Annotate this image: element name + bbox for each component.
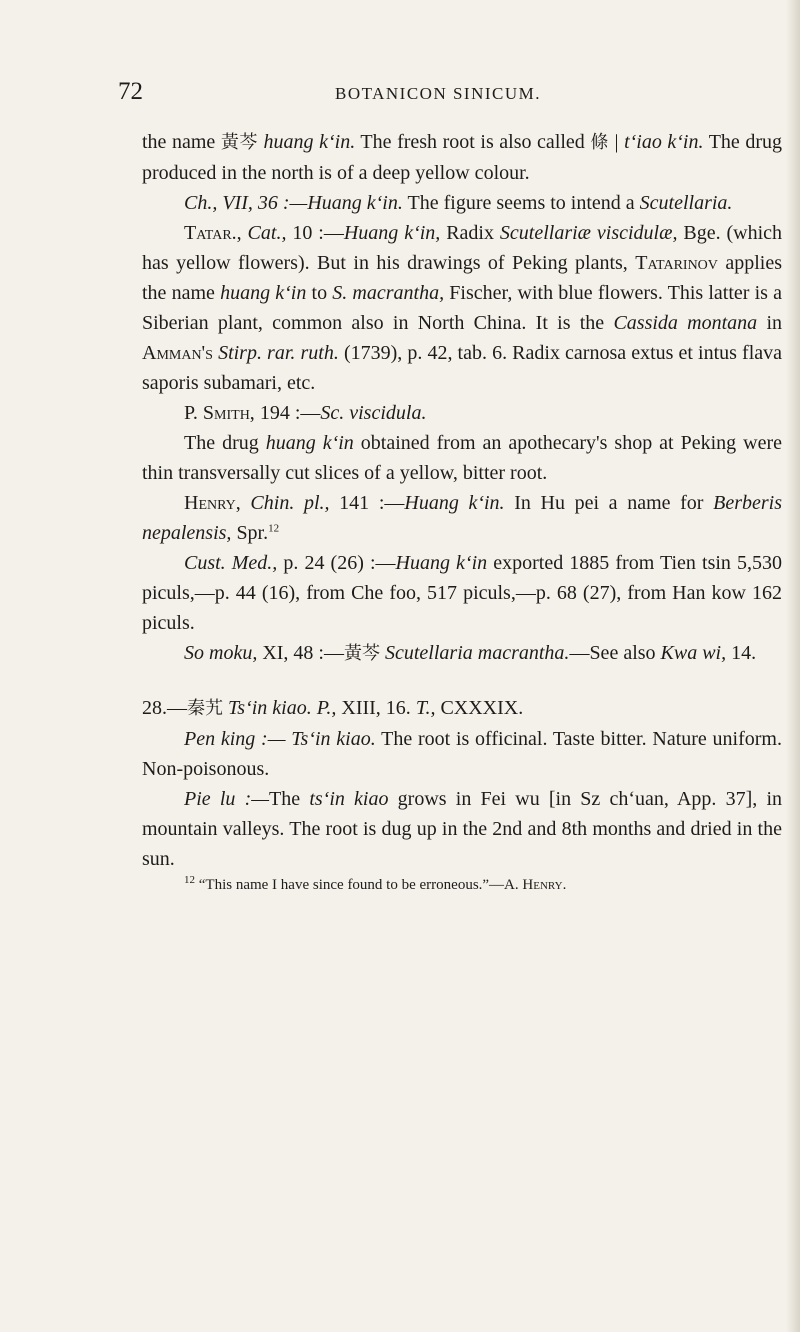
footnote-text: “This name I have since found to be erroneous.”—A.	[195, 877, 523, 893]
text: The figure seems to intend a	[402, 192, 640, 214]
author-name: P. Smith,	[184, 402, 255, 424]
citation: Cat.,	[241, 222, 287, 244]
species-name: Cassida montana	[613, 312, 758, 334]
paragraph-drug-description	[142, 428, 782, 488]
species-name: S. macrantha,	[332, 282, 445, 304]
page-edge-shadow	[786, 0, 800, 1332]
paragraph-smith	[142, 398, 782, 428]
paragraph-customs	[142, 548, 782, 638]
text: 194 :—	[254, 402, 321, 424]
romanized-name: Ts‘in kiao.	[228, 697, 312, 719]
citation: T.,	[415, 697, 436, 719]
citation: Cust. Med.,	[184, 552, 278, 574]
author-name: Tatarinov	[635, 252, 718, 274]
paragraph-pen-king	[142, 724, 782, 784]
paragraph-henry	[142, 488, 782, 548]
author-name: Amman's	[142, 342, 213, 364]
romanized-name: huang k‘in	[220, 282, 307, 304]
paragraph-huang-kin-name	[142, 127, 782, 188]
footnote-12	[142, 874, 782, 896]
author-name: Henry.	[522, 877, 567, 893]
text: 10 :—	[286, 222, 344, 244]
text: Spr.	[231, 522, 269, 544]
paragraph-so-moku	[142, 638, 782, 669]
citation: So moku,	[184, 642, 258, 664]
text: XI, 48 :—	[257, 642, 344, 664]
text: 14.	[726, 642, 757, 664]
species-name: Sc. viscidula.	[320, 402, 427, 424]
citation: Ch., VII, 36 :—	[184, 192, 308, 214]
romanized-name: Huang k‘in.	[307, 192, 403, 214]
author-name: Henry,	[184, 492, 241, 514]
text: |	[608, 131, 625, 153]
romanized-name: huang k‘in.	[258, 131, 356, 153]
text: grows in Fei wu [in Sz ch‘uan, App. 37], in mountain valleys. The root is dug up in the 2nd and 8th months and dried in the sun.	[142, 788, 782, 870]
text: p. 24 (26) :—	[277, 552, 396, 574]
text: The root is officinal. Taste bitter. Nature uniform. Non-poisonous.	[142, 728, 782, 780]
entry-heading-28	[142, 693, 782, 724]
author-name: Tatar.,	[184, 222, 242, 244]
text: XIII, 16.	[336, 697, 416, 719]
text: obtained from an apothecary's shop at Peking were thin transversally cut slices of a yellow, bitter root.	[142, 432, 782, 484]
citation: Stirp. rar. ruth.	[218, 342, 339, 364]
species-name: Scutellariæ viscidulæ,	[499, 222, 678, 244]
romanized-name: Huang k‘in	[395, 552, 488, 574]
text: In Hu pei a name for	[504, 492, 714, 514]
romanized-name: huang k‘in	[265, 432, 354, 454]
text: CXXXIX.	[435, 697, 524, 719]
text: 141 :—	[329, 492, 405, 514]
text: Bge. (which has yellow flowers). But in his drawings of Peking plants,	[142, 222, 783, 274]
running-title: BOTANICON SINICUM.	[334, 84, 542, 103]
species-name: Berberis nepalensis,	[142, 492, 783, 544]
text: the name	[142, 131, 221, 153]
text: (1739), p. 42, tab. 6. Radix carnosa extus et intus flava saporis subamari, etc.	[142, 342, 783, 394]
chinese-characters: 條	[590, 132, 609, 153]
text: The drug	[184, 432, 266, 454]
text: The drug produced in the north is of a deep yellow colour.	[142, 131, 783, 184]
text: exported 1885 from Tien tsin 5,530 piculs,—p. 44 (16), from Che foo, 517 piculs,—p. 68 (27), from Han kow 162 piculs.	[142, 552, 782, 634]
text: The	[269, 788, 310, 810]
citation: Kwa wi,	[660, 642, 727, 664]
text: to	[306, 282, 333, 304]
text: The fresh root is also called	[355, 131, 591, 153]
paragraph-ch-reference	[142, 188, 782, 218]
footnote-mark: 12	[184, 874, 195, 886]
footnote-reference: 12	[268, 522, 280, 535]
text: in	[757, 312, 783, 334]
main-text	[142, 127, 782, 896]
citation: Pen king :— Ts‘in kiao.	[184, 728, 376, 750]
page-header	[118, 78, 758, 114]
paragraph-tatarinov	[142, 218, 782, 398]
text: Radix	[440, 222, 500, 244]
paragraph-pie-lu	[142, 784, 782, 874]
chinese-characters: 黃芩	[220, 132, 258, 153]
page-number: 72	[118, 78, 143, 105]
romanized-name: Huang k‘in,	[343, 222, 441, 244]
romanized-name: ts‘in kiao	[309, 788, 389, 810]
entry-number: 28.—	[142, 697, 187, 719]
species-name: Scutellaria macrantha.	[385, 642, 570, 664]
text: —See also	[569, 642, 661, 664]
genus-name: Scutellaria.	[639, 192, 733, 214]
chinese-characters: 黃芩	[344, 643, 380, 664]
romanized-name: Huang k‘in.	[404, 492, 505, 514]
citation: Pie lu :—	[184, 788, 270, 810]
chinese-characters: 秦艽	[187, 698, 223, 719]
text: applies the name	[142, 252, 782, 304]
citation: P.,	[316, 697, 337, 719]
romanized-name: t‘iao k‘in.	[624, 131, 704, 153]
text: Fischer, with blue flowers. This latter is a Siberian plant, common also in North China. It is the	[142, 282, 783, 334]
citation: Chin. pl.,	[240, 492, 330, 514]
